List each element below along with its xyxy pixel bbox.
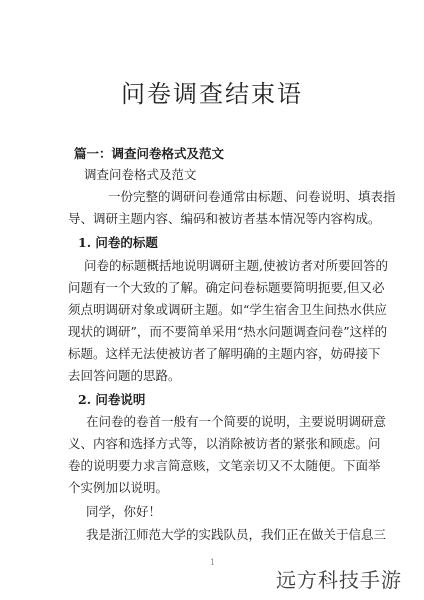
- watermark-text: 远方科技手游: [276, 568, 402, 592]
- paragraph-description-line: 卷的说明要力求言简意赅，文笔亲切又不太随便。下面举: [68, 458, 381, 473]
- greeting-text: 同学，你好！: [86, 504, 162, 519]
- heading-subtitle: 调查问卷格式及范文: [84, 167, 197, 182]
- paragraph-description-line: 个实例加以说明。: [68, 480, 169, 495]
- section-title-heading: 1. 问卷的标题: [78, 235, 158, 250]
- paragraph-title-line: 去回答问题的思路。: [68, 368, 181, 383]
- page-number: 1: [210, 558, 216, 567]
- paragraph-intro-line: 一份完整的调研问卷通常由标题、问卷说明、填表指: [108, 189, 396, 204]
- paragraph-title-line: 须点明调研对象或调研主题。如“学生宿舍卫生间热水供应: [68, 302, 387, 317]
- paragraph-intro-line: 导、调研主题内容、编码和被访者基本情况等内容构成。: [68, 211, 381, 226]
- section-description-heading: 2. 问卷说明: [78, 392, 146, 407]
- document-title: 问卷调查结束语: [121, 80, 303, 108]
- paragraph-title-line: 现状的调研”，而不要简单采用“热水问题调查问卷”这样的: [68, 324, 388, 339]
- paragraph-title-line: 标题。这样无法使被访者了解明确的主题内容，妨碍接下: [68, 346, 381, 361]
- paragraph-description-line: 义、内容和选择方式等，以消除被访者的紧张和顾虑。问: [68, 436, 381, 451]
- paragraph-title-line: 问题有一个大致的了解。确定问卷标题要简明扼要,但又必: [68, 280, 385, 295]
- heading-article-one: 篇一：调查问卷格式及范文: [74, 146, 225, 161]
- paragraph-title-line: 问卷的标题概括地说明调研主题,使被访者对所要回答的: [84, 258, 388, 273]
- paragraph-example-line: 我是浙江师范大学的实践队员，我们正在做关于信息三: [86, 527, 387, 542]
- paragraph-description-line: 在问卷的卷首一般有一个简要的说明，主要说明调研意: [86, 414, 387, 429]
